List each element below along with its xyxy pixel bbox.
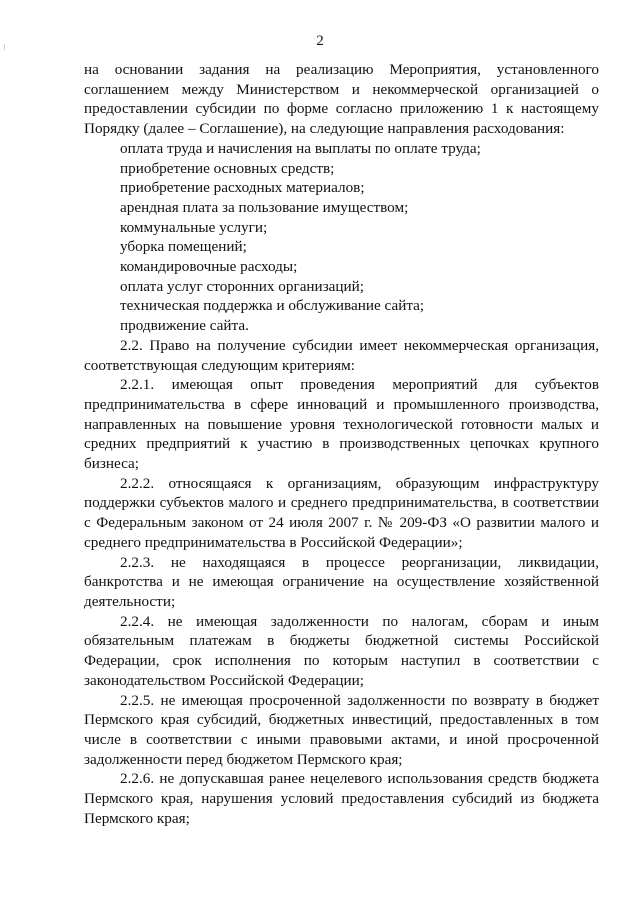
paragraph-2-2-2: 2.2.2. относящаяся к организациям, образующим инфраструктуру поддержки субъектов малого и среднего предпринимательства, в соответствии с Федеральным законом от 24 июля 2007 г. № 209-ФЗ «О развитии малого и среднего предпринимательства в Российской Федерации»; [84, 474, 599, 551]
list-item: продвижение сайта. [120, 317, 249, 335]
list-item: техническая поддержка и обслуживание сайта; [120, 297, 425, 315]
paragraph-intro: на основании задания на реализацию Мероприятия, установленного соглашением между Министерством и некоммерческой организацией о предоставлении субсидии по форме согласно приложению 1 к настоящему Порядку (далее – Соглашение), на следующие направления расходования: [84, 61, 599, 138]
list-item: коммунальные услуги; [120, 218, 268, 236]
paragraph-2-2-6: 2.2.6. не допускавшая ранее нецелевого использования средств бюджета Пермского края, нарушения условий предоставления субсидий из бюджета Пермского края; [84, 770, 599, 827]
list-item: приобретение основных средств; [120, 159, 335, 177]
paragraph-2-2-5: 2.2.5. не имеющая просроченной задолженности по возврату в бюджет Пермского края субсидий, бюджетных инвестиций, предоставленных в том числе в соответствии с иными правовыми актами, и иной просроченной задолженности перед бюджетом Пермского края; [84, 691, 599, 768]
list-item: оплата услуг сторонних организаций; [120, 277, 365, 295]
document-body [84, 60, 599, 828]
paragraph-2-2-1: 2.2.1. имеющая опыт проведения мероприятий для субъектов предпринимательства в сфере инноваций и промышленного производства, направленных на повышение уровня технологической готовности малых и средних предприятий к участию в производственных цепочках крупного бизнеса; [84, 376, 599, 473]
list-item: командировочные расходы; [120, 258, 298, 276]
paragraph-2-2-4: 2.2.4. не имеющая задолженности по налогам, сборам и иным обязательным платежам в бюджеты бюджетной системы Российской Федерации, срок исполнения по которым наступил в соответствии с законодательством Российской Федерации; [84, 612, 599, 689]
list-item: приобретение расходных материалов; [120, 179, 365, 197]
paragraph-2-2: 2.2. Право на получение субсидии имеет некоммерческая организация, соответствующая следующим критериям: [84, 336, 599, 374]
list-item: оплата труда и начисления на выплаты по оплате труда; [120, 139, 481, 157]
list-item: уборка помещений; [120, 238, 247, 256]
list-item: арендная плата за пользование имуществом; [120, 198, 409, 216]
page-number: 2 [316, 33, 324, 49]
paragraph-2-2-3: 2.2.3. не находящаяся в процессе реорганизации, ликвидации, банкротства и не имеющая ограничение на осуществление хозяйственной деятельности; [84, 553, 599, 610]
